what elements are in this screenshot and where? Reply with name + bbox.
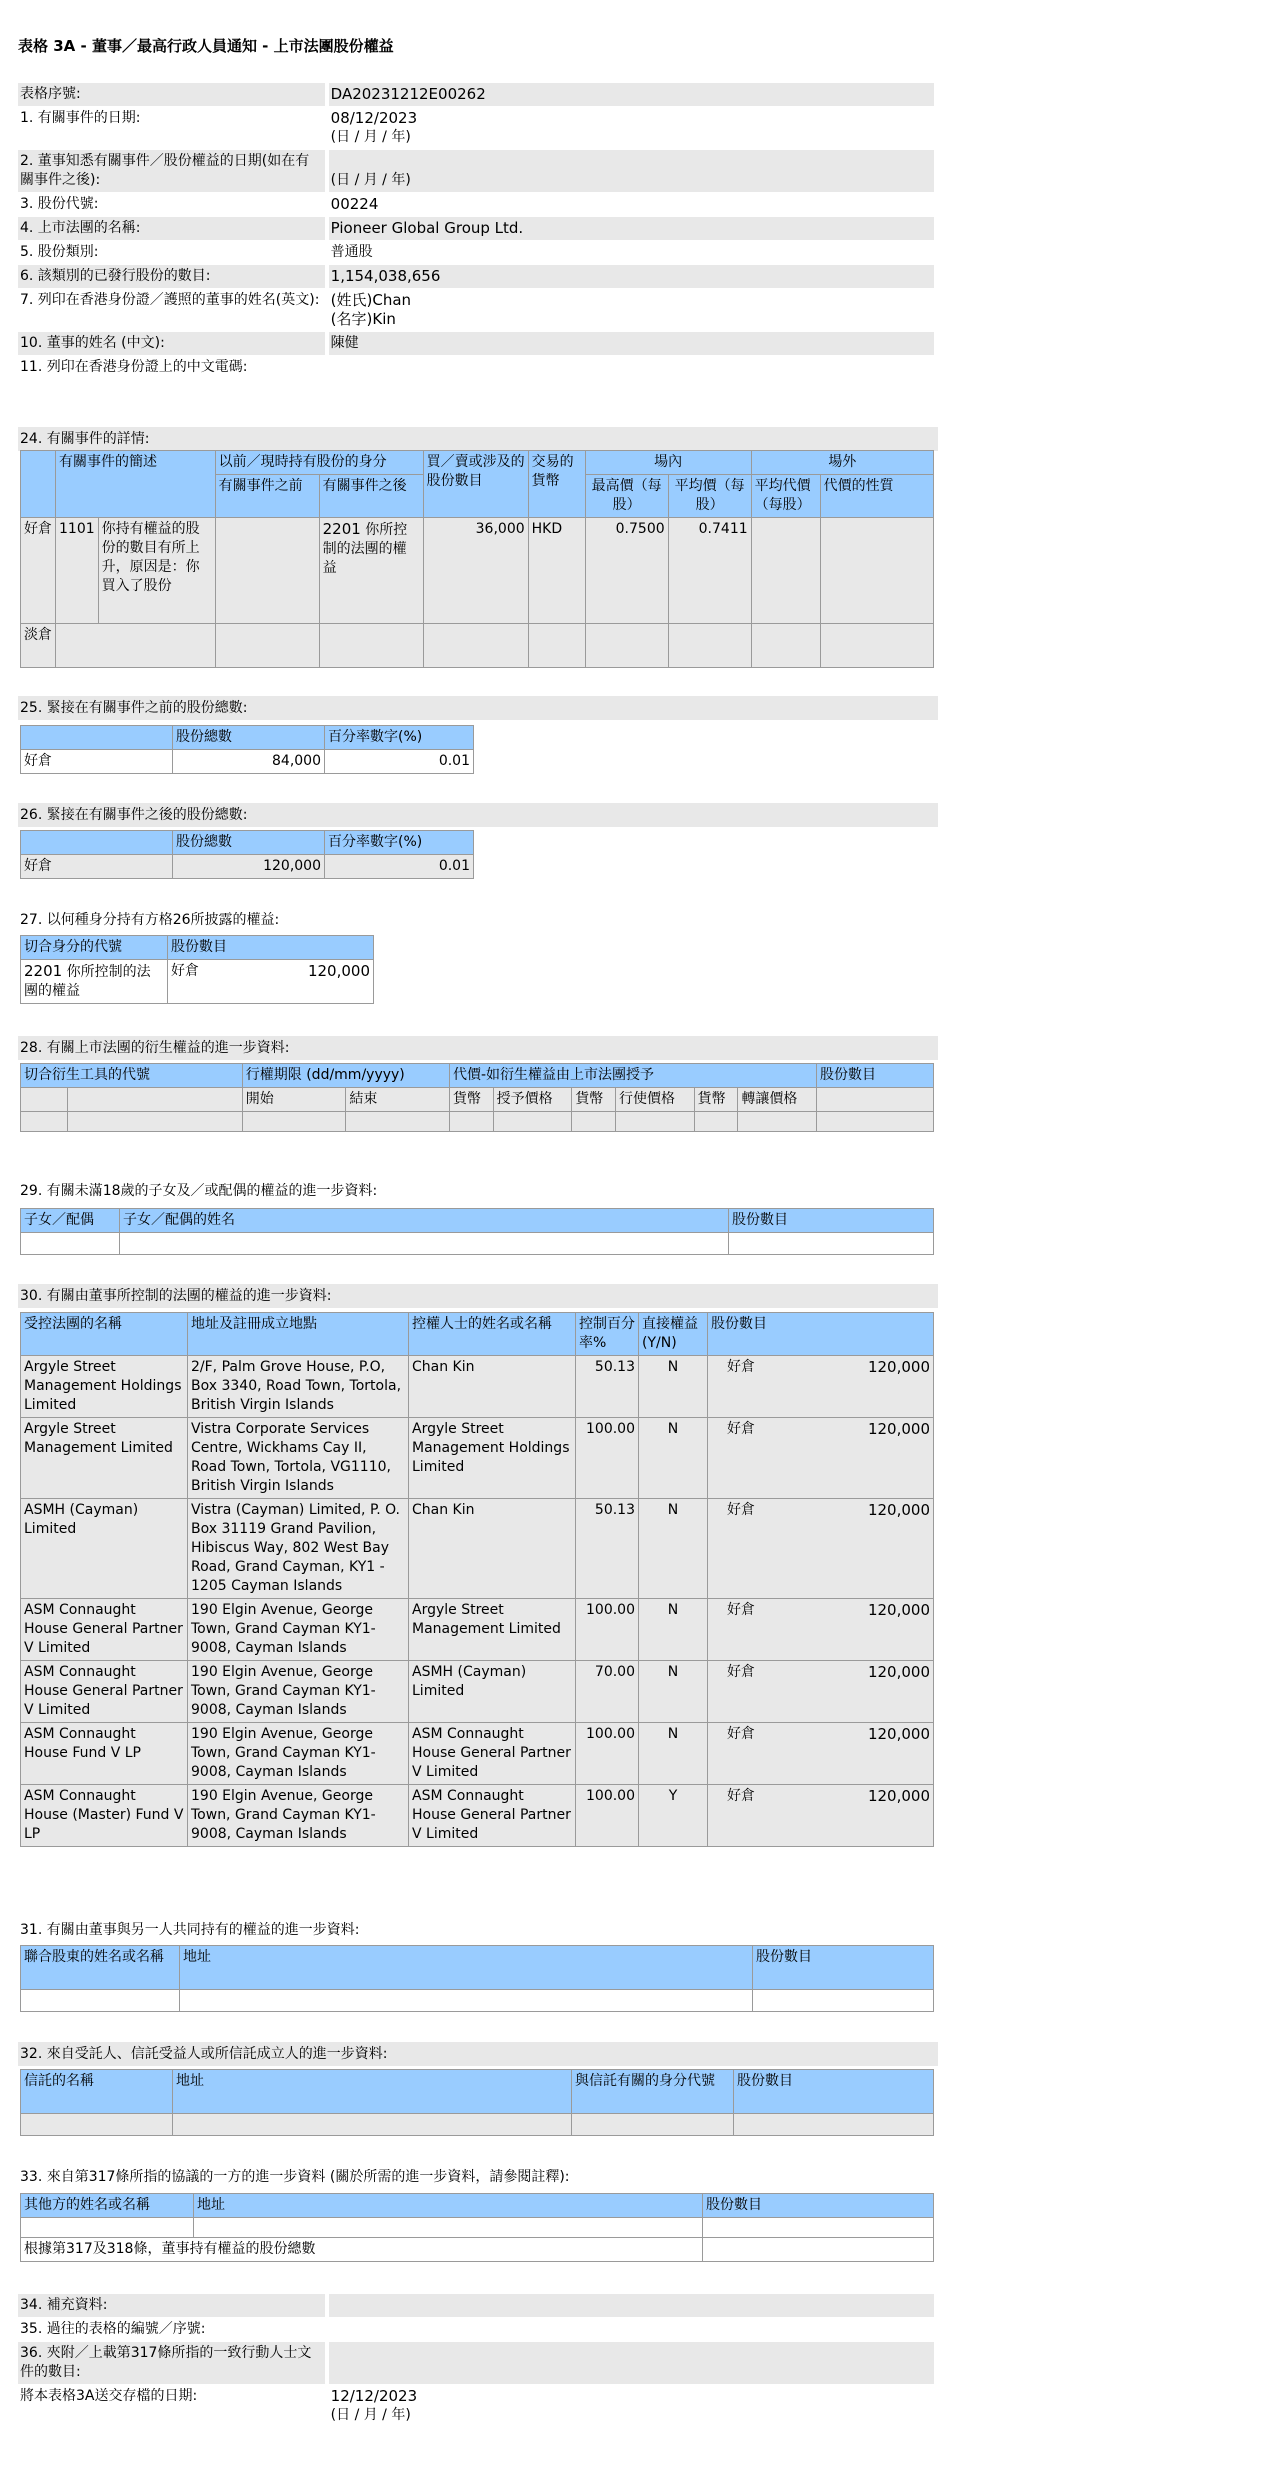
col-header: 股份總數 bbox=[173, 831, 325, 855]
field-value: 1,154,038,656 bbox=[329, 265, 934, 288]
field-row bbox=[18, 217, 934, 241]
col-header: 控權人士的姓名或名稱 bbox=[409, 1313, 576, 1356]
col-header: 地址 bbox=[194, 2194, 703, 2218]
row-label: 淡倉 bbox=[21, 624, 56, 668]
shares: 36,000 bbox=[423, 518, 528, 624]
shares-cell bbox=[708, 1599, 934, 1661]
field-row bbox=[18, 2294, 934, 2318]
control-pct: 70.00 bbox=[576, 1661, 639, 1723]
field-row bbox=[18, 2342, 934, 2385]
table-row bbox=[21, 624, 934, 668]
col-header: 直接權益(Y/N) bbox=[639, 1313, 708, 1356]
field-value bbox=[329, 2318, 934, 2341]
col-header: 最高價（每股） bbox=[585, 475, 668, 518]
table-row bbox=[21, 1785, 934, 1847]
s317-table bbox=[20, 2193, 934, 2262]
shares: 120,000 bbox=[867, 1787, 930, 1805]
col-header: 股份總數 bbox=[173, 726, 325, 750]
col-header: 其他方的姓名或名稱 bbox=[21, 2194, 194, 2218]
date-format: (日 / 月 / 年) bbox=[330, 172, 411, 188]
col-header: 百分率數字(%) bbox=[325, 831, 474, 855]
corp-name: ASMH (Cayman) Limited bbox=[21, 1499, 188, 1599]
field-label: 5. 股份類別: bbox=[20, 244, 99, 260]
position-label: 好倉 bbox=[727, 1502, 755, 1518]
col-header: 切合衍生工具的代號 bbox=[21, 1064, 243, 1088]
cell bbox=[168, 960, 374, 1004]
field-value bbox=[329, 107, 934, 149]
shares-cell bbox=[708, 1499, 934, 1599]
event-desc: 你持有權益的股份的數目有所上升，原因是：你買入了股份 bbox=[98, 518, 215, 624]
table-row bbox=[21, 1356, 934, 1418]
shares-cell bbox=[708, 1785, 934, 1847]
row-label: 好倉 bbox=[21, 518, 56, 624]
col-header: 代價的性質 bbox=[820, 475, 933, 518]
corp-name: ASM Connaught House General Partner V Limited bbox=[21, 1599, 188, 1661]
capacity-desc: 你所控制的法團的權益 bbox=[24, 964, 151, 999]
date-value: 12/12/2023 bbox=[330, 2387, 418, 2405]
corp-address: 190 Elgin Avenue, George Town, Grand Cayman KY1-9008, Cayman Islands bbox=[188, 1723, 409, 1785]
field-row bbox=[18, 193, 934, 217]
field-value bbox=[329, 150, 934, 192]
corp-address: 2/F, Palm Grove House, P.O, Box 3340, Road Town, Tortola, British Virgin Islands bbox=[188, 1356, 409, 1418]
section-27-title: 27. 以何種身分持有方格26所披露的權益: bbox=[20, 912, 280, 928]
section-29-title: 29. 有關未滿18歲的子女及／或配偶的權益的進一步資料: bbox=[20, 1183, 378, 1199]
direct-interest: N bbox=[639, 1599, 708, 1661]
table-row bbox=[21, 1661, 934, 1723]
col-header: 場內 bbox=[585, 451, 751, 475]
section-26-title: 26. 緊接在有關事件之後的股份總數: bbox=[18, 803, 938, 827]
controller: ASM Connaught House General Partner V Limited bbox=[409, 1785, 576, 1847]
col-header: 地址及註冊成立地點 bbox=[188, 1313, 409, 1356]
capacity-table bbox=[20, 935, 374, 1004]
field-label: 將本表格3A送交存檔的日期: bbox=[20, 2388, 198, 2404]
position-label: 好倉 bbox=[727, 1664, 755, 1680]
col-header: 股份數目 bbox=[753, 1946, 934, 1990]
corp-name: Argyle Street Management Holdings Limited bbox=[21, 1356, 188, 1418]
field-row bbox=[18, 107, 934, 150]
col-header: 行權期限 (dd/mm/yyyy) bbox=[242, 1064, 449, 1088]
col-header: 股份數目 bbox=[703, 2194, 934, 2218]
control-pct: 100.00 bbox=[576, 1599, 639, 1661]
footer-fields bbox=[18, 2294, 934, 2428]
field-row bbox=[18, 332, 934, 356]
form-title: 表格 3A - 董事／最高行政人員通知 - 上市法團股份權益 bbox=[18, 37, 394, 55]
field-value bbox=[329, 289, 934, 331]
header-fields bbox=[18, 83, 934, 380]
field-row bbox=[18, 356, 934, 380]
field-row bbox=[18, 150, 934, 193]
after-total-table bbox=[20, 830, 474, 879]
controller: ASM Connaught House General Partner V Limited bbox=[409, 1723, 576, 1785]
controller: Argyle Street Management Holdings Limited bbox=[409, 1418, 576, 1499]
col-header: 受控法團的名稱 bbox=[21, 1313, 188, 1356]
sub-header: 行使價格 bbox=[616, 1088, 695, 1112]
field-label: 1. 有關事件的日期: bbox=[20, 110, 141, 126]
sub-header: 貨幣 bbox=[572, 1088, 616, 1112]
col-header: 有關事件的簡述 bbox=[56, 451, 216, 518]
shares: 120,000 bbox=[867, 1663, 930, 1681]
corp-address: 190 Elgin Avenue, George Town, Grand Cayman KY1-9008, Cayman Islands bbox=[188, 1661, 409, 1723]
section-32-title: 32. 來自受託人、信託受益人或所信託成立人的進一步資料: bbox=[18, 2042, 938, 2066]
col-header: 股份數目 bbox=[729, 1209, 934, 1233]
high-price: 0.7500 bbox=[585, 518, 668, 624]
shares: 120,000 bbox=[173, 855, 325, 879]
shares: 120,000 bbox=[867, 1420, 930, 1438]
controller: ASMH (Cayman) Limited bbox=[409, 1661, 576, 1723]
col-header: 地址 bbox=[173, 2070, 572, 2114]
controller: Chan Kin bbox=[409, 1499, 576, 1599]
field-label: 4. 上市法團的名稱: bbox=[18, 217, 325, 240]
col-header: 有關事件之後 bbox=[319, 475, 423, 518]
controller: Chan Kin bbox=[409, 1356, 576, 1418]
control-pct: 50.13 bbox=[576, 1356, 639, 1418]
percentage: 0.01 bbox=[325, 750, 474, 774]
field-row bbox=[18, 241, 934, 265]
shares: 120,000 bbox=[867, 1725, 930, 1743]
col-header: 買／賣或涉及的股份數目 bbox=[423, 451, 528, 518]
shares: 84,000 bbox=[173, 750, 325, 774]
field-value bbox=[329, 2342, 934, 2384]
direct-interest: Y bbox=[639, 1785, 708, 1847]
field-row bbox=[18, 83, 934, 107]
capacity-desc: 你所控制的法團的權益 bbox=[322, 522, 408, 576]
table-row bbox=[21, 1499, 934, 1599]
corp-name: ASM Connaught House General Partner V Limited bbox=[21, 1661, 188, 1723]
event-code: 1101 bbox=[56, 518, 99, 624]
controlled-corporations-table bbox=[20, 1312, 934, 1847]
col-header: 百分率數字(%) bbox=[325, 726, 474, 750]
col-header: 信託的名稱 bbox=[21, 2070, 173, 2114]
corp-name: Argyle Street Management Limited bbox=[21, 1418, 188, 1499]
sub-header: 貨幣 bbox=[449, 1088, 493, 1112]
section-25-title: 25. 緊接在有關事件之前的股份總數: bbox=[18, 696, 938, 720]
col-header: 股份數目 bbox=[734, 2070, 934, 2114]
capacity-code: 2201 bbox=[24, 962, 63, 980]
corp-name: ASM Connaught House (Master) Fund V LP bbox=[21, 1785, 188, 1847]
position-label: 好倉 bbox=[727, 1602, 755, 1618]
date-format: (日 / 月 / 年) bbox=[330, 129, 411, 145]
control-pct: 100.00 bbox=[576, 1418, 639, 1499]
before-total-table bbox=[20, 725, 474, 774]
date-value: 08/12/2023 bbox=[330, 109, 418, 127]
direct-interest: N bbox=[639, 1723, 708, 1785]
corp-address: Vistra (Cayman) Limited, P. O. Box 31119 Grand Pavilion, Hibiscus Way, 802 West Bay Road, Grand Cayman, KY1 - 1205 Cayman Islands bbox=[188, 1499, 409, 1599]
shares: 120,000 bbox=[307, 962, 370, 980]
row-label: 好倉 bbox=[21, 750, 173, 774]
field-row bbox=[18, 265, 934, 289]
date-format: (日 / 月 / 年) bbox=[330, 2407, 411, 2423]
sub-header: 貨幣 bbox=[694, 1088, 738, 1112]
col-header: 平均價（每股） bbox=[668, 475, 751, 518]
field-row bbox=[18, 2318, 934, 2342]
sub-header: 結束 bbox=[346, 1088, 450, 1112]
cell bbox=[820, 518, 933, 624]
col-header: 代價-如衍生權益由上市法團授予 bbox=[449, 1064, 816, 1088]
direct-interest: N bbox=[639, 1499, 708, 1599]
field-label: 35. 過往的表格的編號／序號: bbox=[20, 2321, 206, 2337]
corp-address: Vistra Corporate Services Centre, Wickhams Cay II, Road Town, Tortola, VG1110, British Virgin Islands bbox=[188, 1418, 409, 1499]
surname: (姓氏)Chan bbox=[330, 291, 412, 309]
col-header: 有關事件之前 bbox=[215, 475, 319, 518]
col-header: 股份數目 bbox=[817, 1064, 934, 1088]
col-header: 交易的貨幣 bbox=[528, 451, 585, 518]
currency: HKD bbox=[528, 518, 585, 624]
control-pct: 100.00 bbox=[576, 1785, 639, 1847]
controller: Argyle Street Management Limited bbox=[409, 1599, 576, 1661]
given-name: (名字)Kin bbox=[330, 310, 396, 328]
family-table bbox=[20, 1208, 934, 1255]
field-value bbox=[329, 2385, 934, 2427]
cell bbox=[751, 518, 820, 624]
cell bbox=[319, 518, 423, 624]
sub-header: 開始 bbox=[242, 1088, 346, 1112]
field-value bbox=[329, 2294, 934, 2317]
total-label: 根據第317及318條，董事持有權益的股份總數 bbox=[21, 2238, 703, 2262]
field-label: 7. 列印在香港身份證／護照的董事的姓名(英文): bbox=[20, 292, 320, 308]
shares-cell bbox=[708, 1356, 934, 1418]
event-details-table bbox=[20, 450, 934, 668]
control-pct: 100.00 bbox=[576, 1723, 639, 1785]
field-label: 34. 補充資料: bbox=[18, 2294, 325, 2317]
section-30-title: 30. 有關由董事所控制的法團的權益的進一步資料: bbox=[18, 1284, 938, 1308]
section-33-title: 33. 來自第317條所指的協議的一方的進一步資料 (關於所需的進一步資料，請參閱註釋): bbox=[20, 2169, 570, 2185]
field-row bbox=[18, 2385, 934, 2428]
position-label: 好倉 bbox=[727, 1788, 755, 1804]
corp-address: 190 Elgin Avenue, George Town, Grand Cayman KY1-9008, Cayman Islands bbox=[188, 1599, 409, 1661]
field-value: DA20231212E00262 bbox=[329, 83, 934, 106]
shares-cell bbox=[708, 1661, 934, 1723]
avg-price: 0.7411 bbox=[668, 518, 751, 624]
field-value: 普通股 bbox=[330, 244, 373, 260]
section-31-title: 31. 有關由董事與另一人共同持有的權益的進一步資料: bbox=[20, 1922, 360, 1938]
field-value: Pioneer Global Group Ltd. bbox=[329, 217, 934, 240]
col-header: 股份數目 bbox=[708, 1313, 934, 1356]
shares: 120,000 bbox=[867, 1601, 930, 1619]
trust-table bbox=[20, 2069, 934, 2136]
field-label: 36. 夾附／上載第317條所指的一致行動人士文件的數目: bbox=[18, 2342, 325, 2384]
table-row bbox=[21, 1418, 934, 1499]
field-label: 11. 列印在香港身份證上的中文電碼: bbox=[20, 359, 248, 375]
field-label: 10. 董事的姓名 (中文): bbox=[18, 332, 325, 355]
col-header: 子女／配偶的姓名 bbox=[120, 1209, 729, 1233]
col-header: 場外 bbox=[751, 451, 933, 475]
corp-name: ASM Connaught House Fund V LP bbox=[21, 1723, 188, 1785]
position-label: 好倉 bbox=[727, 1421, 755, 1437]
position-label: 好倉 bbox=[171, 963, 199, 979]
cell bbox=[21, 960, 168, 1004]
shares: 120,000 bbox=[867, 1358, 930, 1376]
field-row bbox=[18, 289, 934, 332]
col-header: 子女／配偶 bbox=[21, 1209, 120, 1233]
position-label: 好倉 bbox=[727, 1726, 755, 1742]
table-row bbox=[21, 1723, 934, 1785]
position-label: 好倉 bbox=[727, 1359, 755, 1375]
field-label: 3. 股份代號: bbox=[20, 196, 99, 212]
section-28-title: 28. 有關上市法團的衍生權益的進一步資料: bbox=[18, 1036, 938, 1060]
date-value bbox=[331, 152, 932, 171]
field-label: 6. 該類別的已發行股份的數目: bbox=[18, 265, 325, 288]
capacity-code: 2201 bbox=[322, 520, 361, 538]
col-header: 與信託有關的身分代號 bbox=[572, 2070, 734, 2114]
col-header: 控制百分率% bbox=[576, 1313, 639, 1356]
col-header: 股份數目 bbox=[168, 936, 374, 960]
control-pct: 50.13 bbox=[576, 1499, 639, 1599]
table-row bbox=[21, 1599, 934, 1661]
table-row bbox=[21, 518, 934, 624]
field-value: 00224 bbox=[330, 195, 379, 213]
col-header: 聯合股東的姓名或名稱 bbox=[21, 1946, 180, 1990]
corp-address: 190 Elgin Avenue, George Town, Grand Cayman KY1-9008, Cayman Islands bbox=[188, 1785, 409, 1847]
joint-holders-table bbox=[20, 1945, 934, 2012]
shares-cell bbox=[708, 1418, 934, 1499]
field-label: 表格序號: bbox=[18, 83, 325, 106]
col-header: 切合身分的代號 bbox=[21, 936, 168, 960]
shares: 120,000 bbox=[867, 1501, 930, 1519]
direct-interest: N bbox=[639, 1356, 708, 1418]
field-label: 2. 董事知悉有關事件／股份權益的日期(如在有關事件之後): bbox=[18, 150, 325, 192]
direct-interest: N bbox=[639, 1418, 708, 1499]
cell bbox=[215, 518, 319, 624]
col-header: 以前／現時持有股份的身分 bbox=[215, 451, 423, 475]
col-header: 地址 bbox=[180, 1946, 753, 1990]
percentage: 0.01 bbox=[325, 855, 474, 879]
shares-cell bbox=[708, 1723, 934, 1785]
row-label: 好倉 bbox=[21, 855, 173, 879]
direct-interest: N bbox=[639, 1661, 708, 1723]
field-value: 陳健 bbox=[329, 332, 934, 355]
col-header: 平均代價（每股） bbox=[751, 475, 820, 518]
derivative-table bbox=[20, 1063, 934, 1132]
section-24-title: 24. 有關事件的詳情: bbox=[18, 427, 938, 451]
sub-header: 授予價格 bbox=[493, 1088, 572, 1112]
sub-header: 轉讓價格 bbox=[738, 1088, 817, 1112]
